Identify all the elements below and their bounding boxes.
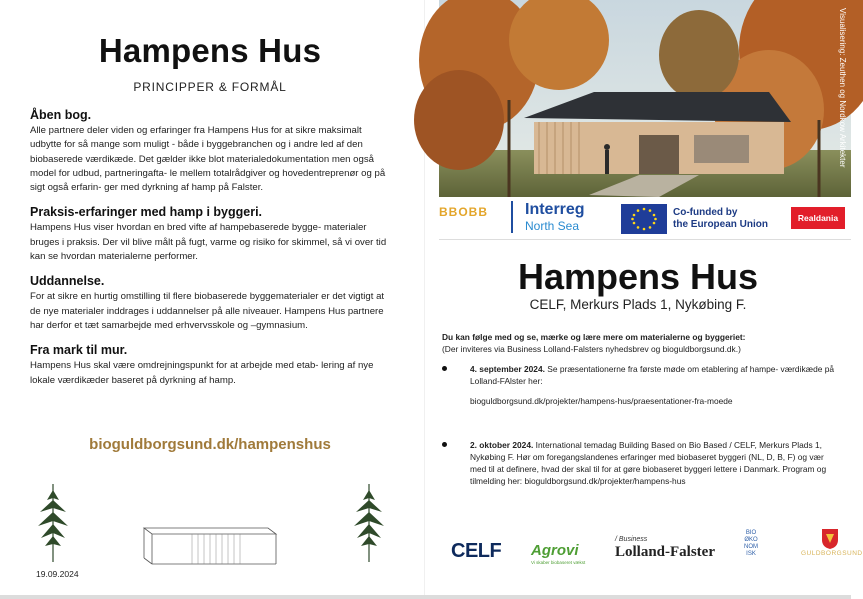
bottom-border xyxy=(0,595,851,599)
agrovi-tagline: Vi skaber biobaseret vækst xyxy=(531,560,586,565)
event-list xyxy=(438,363,838,487)
bio-line: ISK xyxy=(746,551,756,557)
partner-logo-strip xyxy=(439,197,851,240)
lolland-falster-logo: Lolland-Falster xyxy=(615,544,715,560)
business-label: / Business xyxy=(615,536,648,543)
right-title: Hampens Hus xyxy=(517,256,759,297)
intro-bold: Du kan følge med og se, mærke og lære mere om materialerne og byggeriet: xyxy=(442,332,746,342)
list-item xyxy=(438,439,838,487)
bio-okonomisk-logo xyxy=(737,530,765,558)
section-heading: Praksis-erfaringer med hamp i byggeri. xyxy=(30,205,263,220)
event-text: Se præsentationerne fra første møde om etablering af hampe- værdikæde på Lolland-FAlster her: xyxy=(470,364,835,386)
image-caption: Visualisering: Zeuthen og Nordkow Arkitekter xyxy=(838,8,847,168)
section-open-book xyxy=(30,108,390,195)
intro-text xyxy=(442,331,842,355)
intro-note: (Der inviteres via Business Lolland-Falsters nyhedsbrev og bioguldborgsund.dk.) xyxy=(442,344,741,354)
interreg-region: North Sea xyxy=(525,219,580,233)
principles-sections xyxy=(30,108,390,398)
section-field-to-wall xyxy=(30,343,390,388)
cofunded-line: Co-funded by xyxy=(673,207,738,218)
building-visualization-image xyxy=(439,0,851,197)
house-sketch-illustration xyxy=(140,520,280,568)
interreg-logo xyxy=(511,201,585,233)
left-title: Hampens Hus xyxy=(98,32,322,69)
bio-line: NOM xyxy=(744,544,758,550)
section-body: Hampens Hus viser hvordan en bred vifte af hampebaserede bygge- materialer bruges i praksis. Der vil blive målt på fugt, varme og risiko for skimmel, så vi over tid kan se hvordan materialerne performer. xyxy=(30,222,387,263)
guldborgsund-logo: GULDBORGSUND xyxy=(801,550,863,557)
website-link[interactable]: bioguldborgsund.dk/hampenshus xyxy=(89,436,331,453)
section-heading: Fra mark til mur. xyxy=(30,343,128,358)
eu-flag-icon xyxy=(621,204,667,234)
celf-logo: CELF xyxy=(451,540,502,562)
bbobb-logo: BBOBB xyxy=(439,205,488,219)
coat-of-arms-icon xyxy=(821,528,839,550)
cofunded-line: the European Union xyxy=(673,219,768,230)
left-page xyxy=(0,0,425,599)
interreg-name: Interreg xyxy=(525,201,585,218)
bullet-icon xyxy=(442,442,447,447)
agrovi-logo: Agrovi xyxy=(531,542,579,559)
section-body: For at sikre en hurtig omstilling til flere biobaserede byggematerialer er det vigtigt at de nye materialer inddrages i uddannelser på alle niveauer. Hampens Hus partnere har derfor et tæt samarbejde med erhvervsskole og –gymnasium. xyxy=(30,291,385,331)
event-date: 2. oktober 2024. xyxy=(470,440,534,450)
right-subtitle: CELF, Merkurs Plads 1, Nykøbing F. xyxy=(529,297,747,312)
event-date: 4. september 2024. xyxy=(470,364,545,374)
section-body: Hampens Hus skal være omdrejningspunkt for at arbejde med etab- lering af nye lokale værdikæder baseret på dyrkning af hamp. xyxy=(30,360,374,386)
left-subtitle: PRINCIPPER & FORMÅL xyxy=(133,80,287,94)
section-heading: Åben bog. xyxy=(30,108,92,122)
section-education xyxy=(30,274,390,333)
section-body: Alle partnere deler viden og erfaringer fra Hampens Hus for at sikre maksimalt udbytte for så mange som muligt - både i byggebranchen og i andre led af den biobaserede værdikæde. Det gælder ikke blot materialedokumentation men også model for udbud, partneringafta- le mellem totalrådgiver og hovedentreprenør og på sigt også erfarin- ger med dyrkning af hamp på Falster. xyxy=(30,125,386,194)
hemp-leaf-icon xyxy=(352,484,386,562)
sponsor-logos xyxy=(445,528,863,572)
cofunded-text xyxy=(673,207,768,231)
event-link[interactable]: bioguldborgsund.dk/projekter/hampens-hus/praesentationer-fra-moede xyxy=(470,396,733,406)
bullet-icon xyxy=(442,366,447,371)
right-page xyxy=(425,0,863,599)
bio-line: ØKO xyxy=(744,537,758,543)
section-practice xyxy=(30,205,390,264)
hemp-leaf-icon xyxy=(36,484,70,562)
section-heading: Uddannelse. xyxy=(30,274,105,289)
bio-line: BIO xyxy=(745,530,757,536)
list-item xyxy=(438,363,838,407)
realdania-logo: Realdania xyxy=(791,207,845,229)
print-date: 19.09.2024 xyxy=(36,569,79,579)
event-text: International temadag Building Based on Bio Based / CELF, Merkurs Plads 1, Nykøbing F. Hør om foregangslandenes erfaringer med biobaseret byggeri (NL, D, B, F) og vær med til at definere, hvad der skal til for at gøre biobaseret byggeri lettere i Danmark. Program og tilmelding her: bioguldborgsund.dk/projekter/hampens-hus xyxy=(470,440,827,486)
